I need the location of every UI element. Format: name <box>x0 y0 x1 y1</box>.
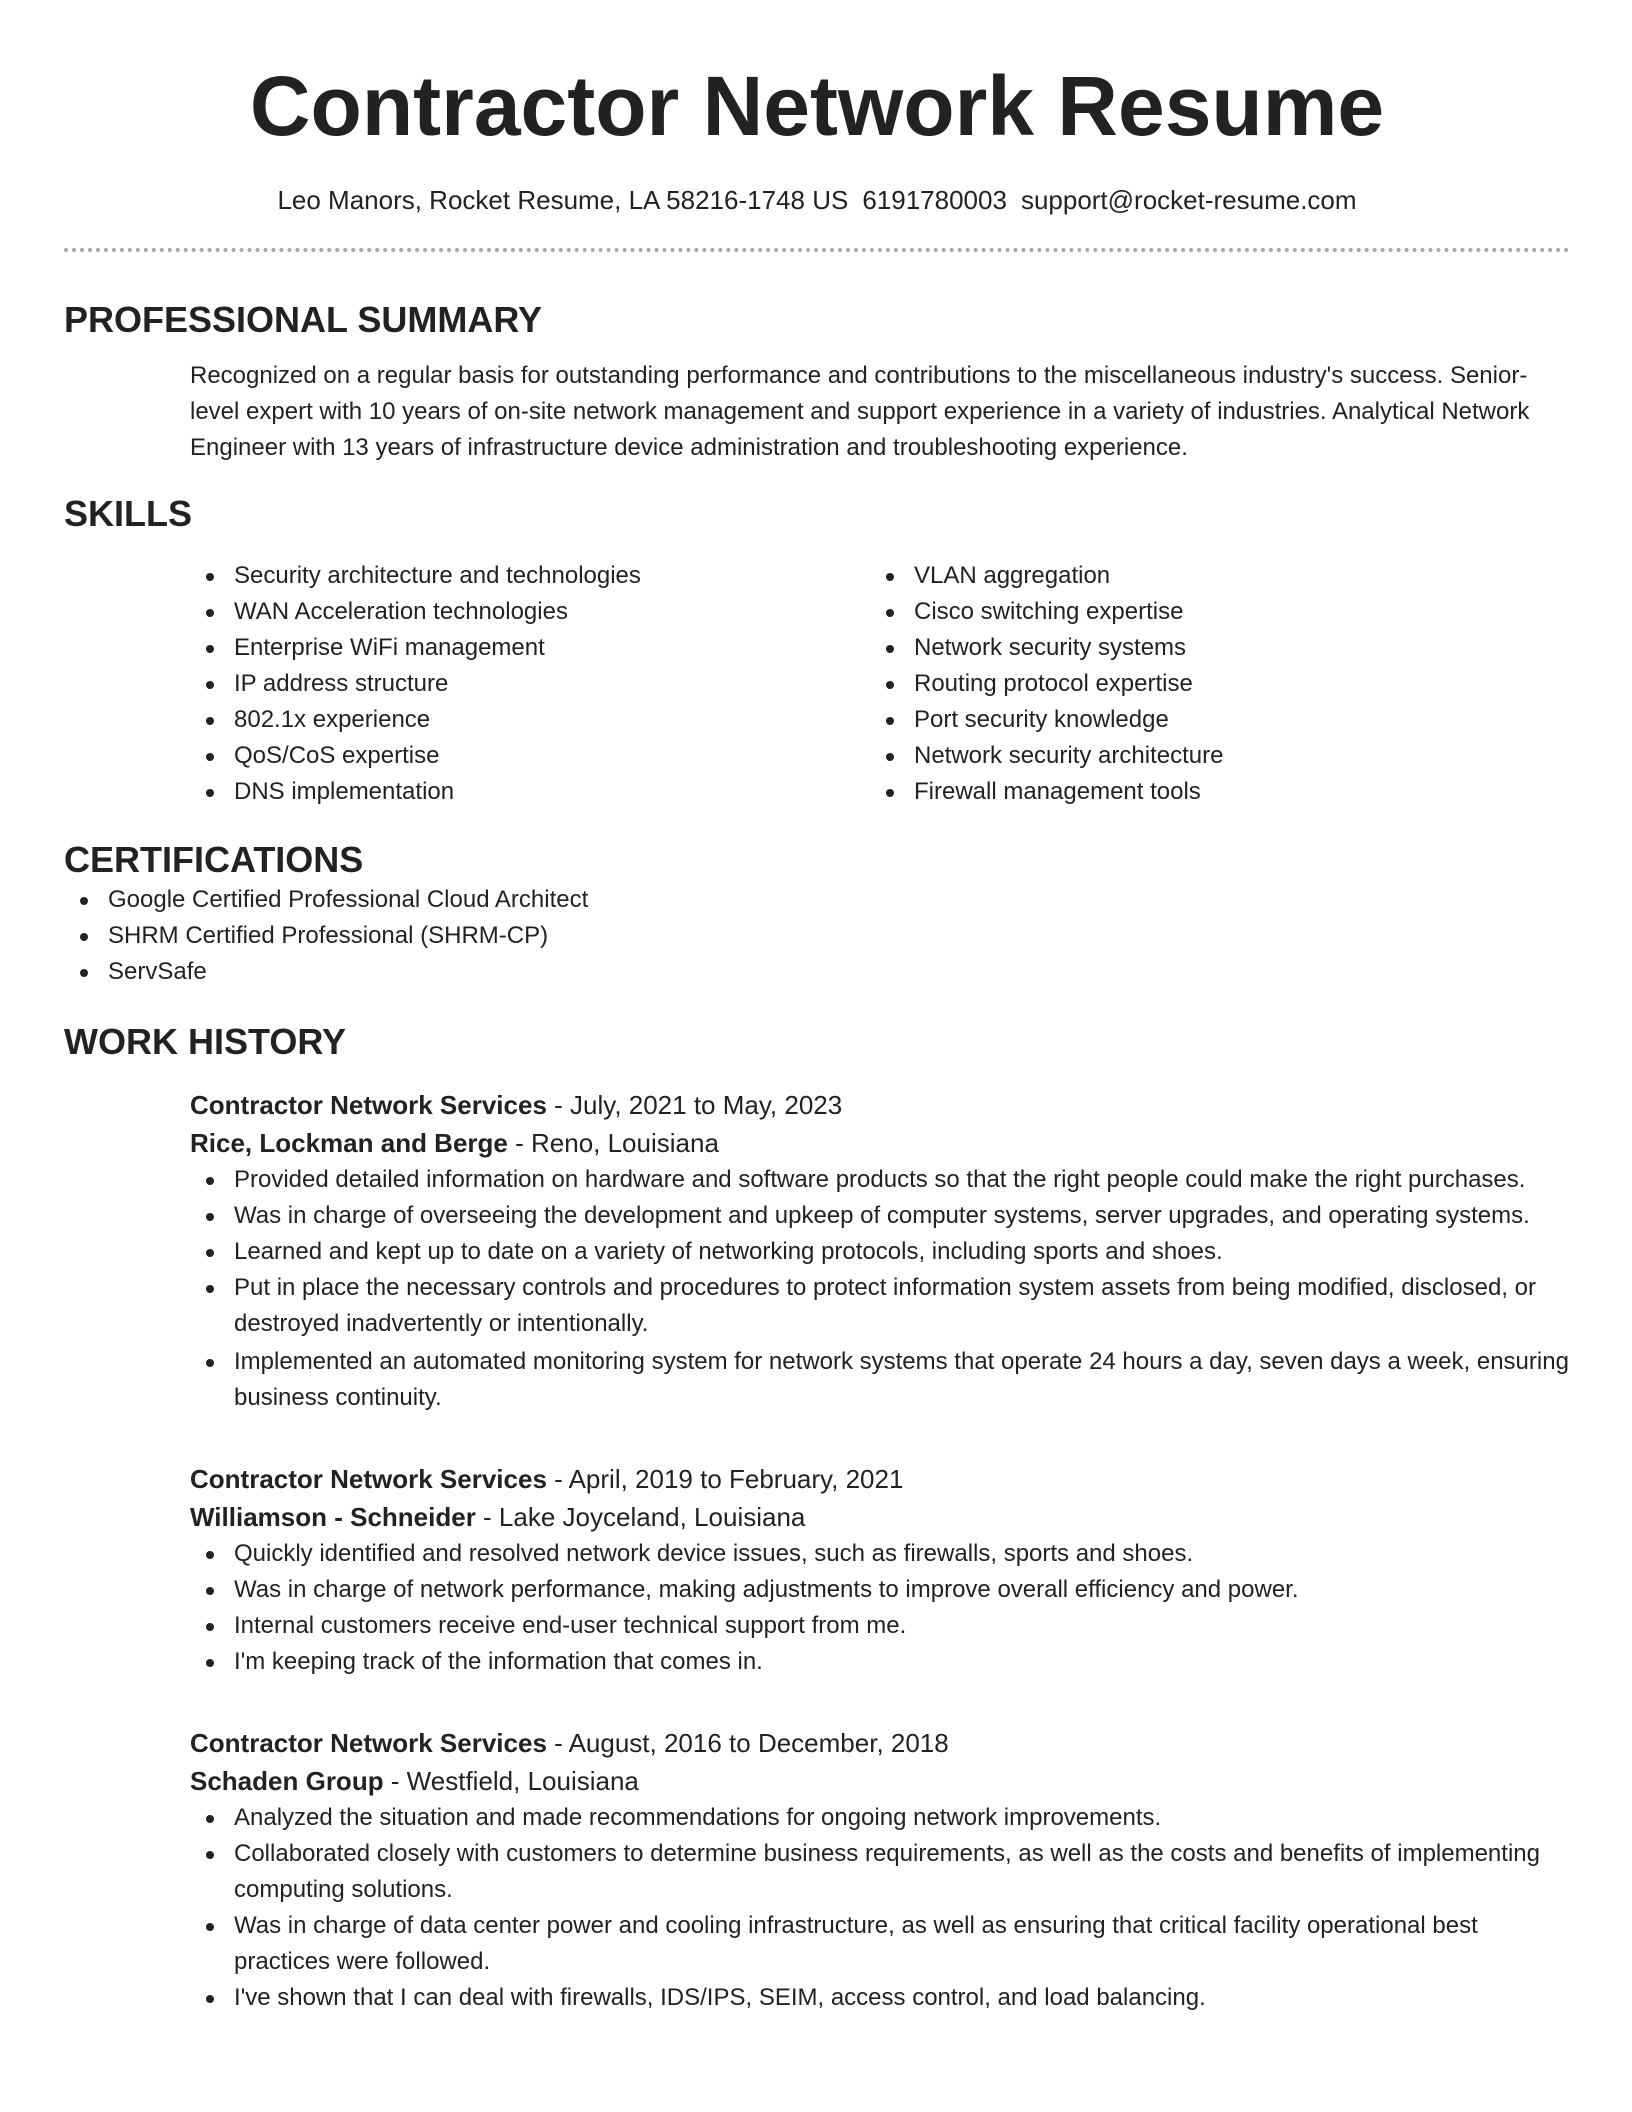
job-entry <box>190 1460 1570 1680</box>
job-title: Contractor Network Services <box>190 1464 547 1494</box>
job-bullet: Implemented an automated monitoring system for network systems that operate 24 hours a day, seven days a week, ensuring business continuity. <box>190 1344 1570 1416</box>
job-bullet: Was in charge of overseeing the development and upkeep of computer systems, server upgrades, and operating systems. <box>190 1198 1570 1234</box>
skill-item: Port security knowledge <box>870 702 1550 738</box>
skills-heading: SKILLS <box>64 493 193 534</box>
header-divider <box>64 248 1570 252</box>
certifications-heading: CERTIFICATIONS <box>64 839 364 880</box>
skills-grid <box>190 558 1570 810</box>
job-dates: - July, 2021 to May, 2023 <box>546 1090 843 1120</box>
skill-item: Cisco switching expertise <box>870 594 1550 630</box>
skill-item: Routing protocol expertise <box>870 666 1550 702</box>
job-bullet-list <box>190 1800 1570 2016</box>
job-title: Contractor Network Services <box>190 1728 547 1758</box>
job-entry <box>190 1086 1570 1416</box>
job-bullet: Was in charge of data center power and cooling infrastructure, as well as ensuring that critical facility operational best practices were followed. <box>190 1908 1570 1980</box>
resume-title: Contractor Network Resume <box>249 59 1385 153</box>
certification-item: SHRM Certified Professional (SHRM-CP) <box>64 918 1570 954</box>
job-bullet: Internal customers receive end-user technical support from me. <box>190 1608 1570 1644</box>
skill-item: DNS implementation <box>190 774 870 810</box>
summary-heading: PROFESSIONAL SUMMARY <box>64 299 543 340</box>
skills-left-list <box>190 558 870 810</box>
job-title: Contractor Network Services <box>190 1090 547 1120</box>
job-dates: - April, 2019 to February, 2021 <box>546 1464 904 1494</box>
contact-line <box>64 182 1570 218</box>
contact-address: Leo Manors, Rocket Resume, LA 58216-1748 US <box>277 185 849 215</box>
skill-item: IP address structure <box>190 666 870 702</box>
job-company: Schaden Group <box>190 1766 384 1796</box>
job-company-line <box>190 1124 1570 1162</box>
job-title-line <box>190 1724 1570 1762</box>
job-bullet: Collaborated closely with customers to determine business requirements, as well as the costs and benefits of implementing computing solutions. <box>190 1836 1570 1908</box>
job-title-line <box>190 1086 1570 1124</box>
job-location: - Reno, Louisiana <box>507 1128 719 1158</box>
job-bullet: I'm keeping track of the information that comes in. <box>190 1644 1570 1680</box>
job-location: - Lake Joyceland, Louisiana <box>475 1502 806 1532</box>
job-bullet: Quickly identified and resolved network device issues, such as firewalls, sports and shoes. <box>190 1536 1570 1572</box>
skill-item: 802.1x experience <box>190 702 870 738</box>
resume-page <box>64 0 1570 2016</box>
job-bullet-list <box>190 1162 1570 1416</box>
job-company-line <box>190 1498 1570 1536</box>
job-location: - Westfield, Louisiana <box>383 1766 639 1796</box>
job-company: Rice, Lockman and Berge <box>190 1128 508 1158</box>
job-title-line <box>190 1460 1570 1498</box>
certifications-list <box>64 882 1570 990</box>
job-bullet-list <box>190 1536 1570 1680</box>
job-bullet: Analyzed the situation and made recommendations for ongoing network improvements. <box>190 1800 1570 1836</box>
certification-item: Google Certified Professional Cloud Architect <box>64 882 1570 918</box>
job-bullet: Learned and kept up to date on a variety of networking protocols, including sports and shoes. <box>190 1234 1570 1270</box>
job-bullet: Put in place the necessary controls and procedures to protect information system assets from being modified, disclosed, or destroyed inadvertently or intentionally. <box>190 1270 1570 1342</box>
skill-item: QoS/CoS expertise <box>190 738 870 774</box>
skill-item: VLAN aggregation <box>870 558 1550 594</box>
job-bullet: Provided detailed information on hardware and software products so that the right people could make the right purchases. <box>190 1162 1570 1198</box>
work-history-heading: WORK HISTORY <box>64 1021 347 1062</box>
job-bullet: I've shown that I can deal with firewalls, IDS/IPS, SEIM, access control, and load balancing. <box>190 1980 1570 2016</box>
skills-right-list <box>870 558 1550 810</box>
certification-item: ServSafe <box>64 954 1570 990</box>
summary-text: Recognized on a regular basis for outstanding performance and contributions to the miscellaneous industry's success. Senior-level expert with 10 years of on-site network management and support experience in a variety of industries. Analytical Network Engineer with 13 years of infrastructure device administration and troubleshooting experience. <box>190 362 1530 461</box>
skill-item: Enterprise WiFi management <box>190 630 870 666</box>
contact-phone: 6191780003 <box>862 185 1007 215</box>
skill-item: WAN Acceleration technologies <box>190 594 870 630</box>
job-dates: - August, 2016 to December, 2018 <box>546 1728 949 1758</box>
skill-item: Network security systems <box>870 630 1550 666</box>
job-entry <box>190 1724 1570 2016</box>
job-bullet: Was in charge of network performance, making adjustments to improve overall efficiency and power. <box>190 1572 1570 1608</box>
contact-email: support@rocket-resume.com <box>1020 185 1357 215</box>
skill-item: Firewall management tools <box>870 774 1550 810</box>
job-company: Williamson - Schneider <box>190 1502 476 1532</box>
skill-item: Network security architecture <box>870 738 1550 774</box>
skill-item: Security architecture and technologies <box>190 558 870 594</box>
job-company-line <box>190 1762 1570 1800</box>
